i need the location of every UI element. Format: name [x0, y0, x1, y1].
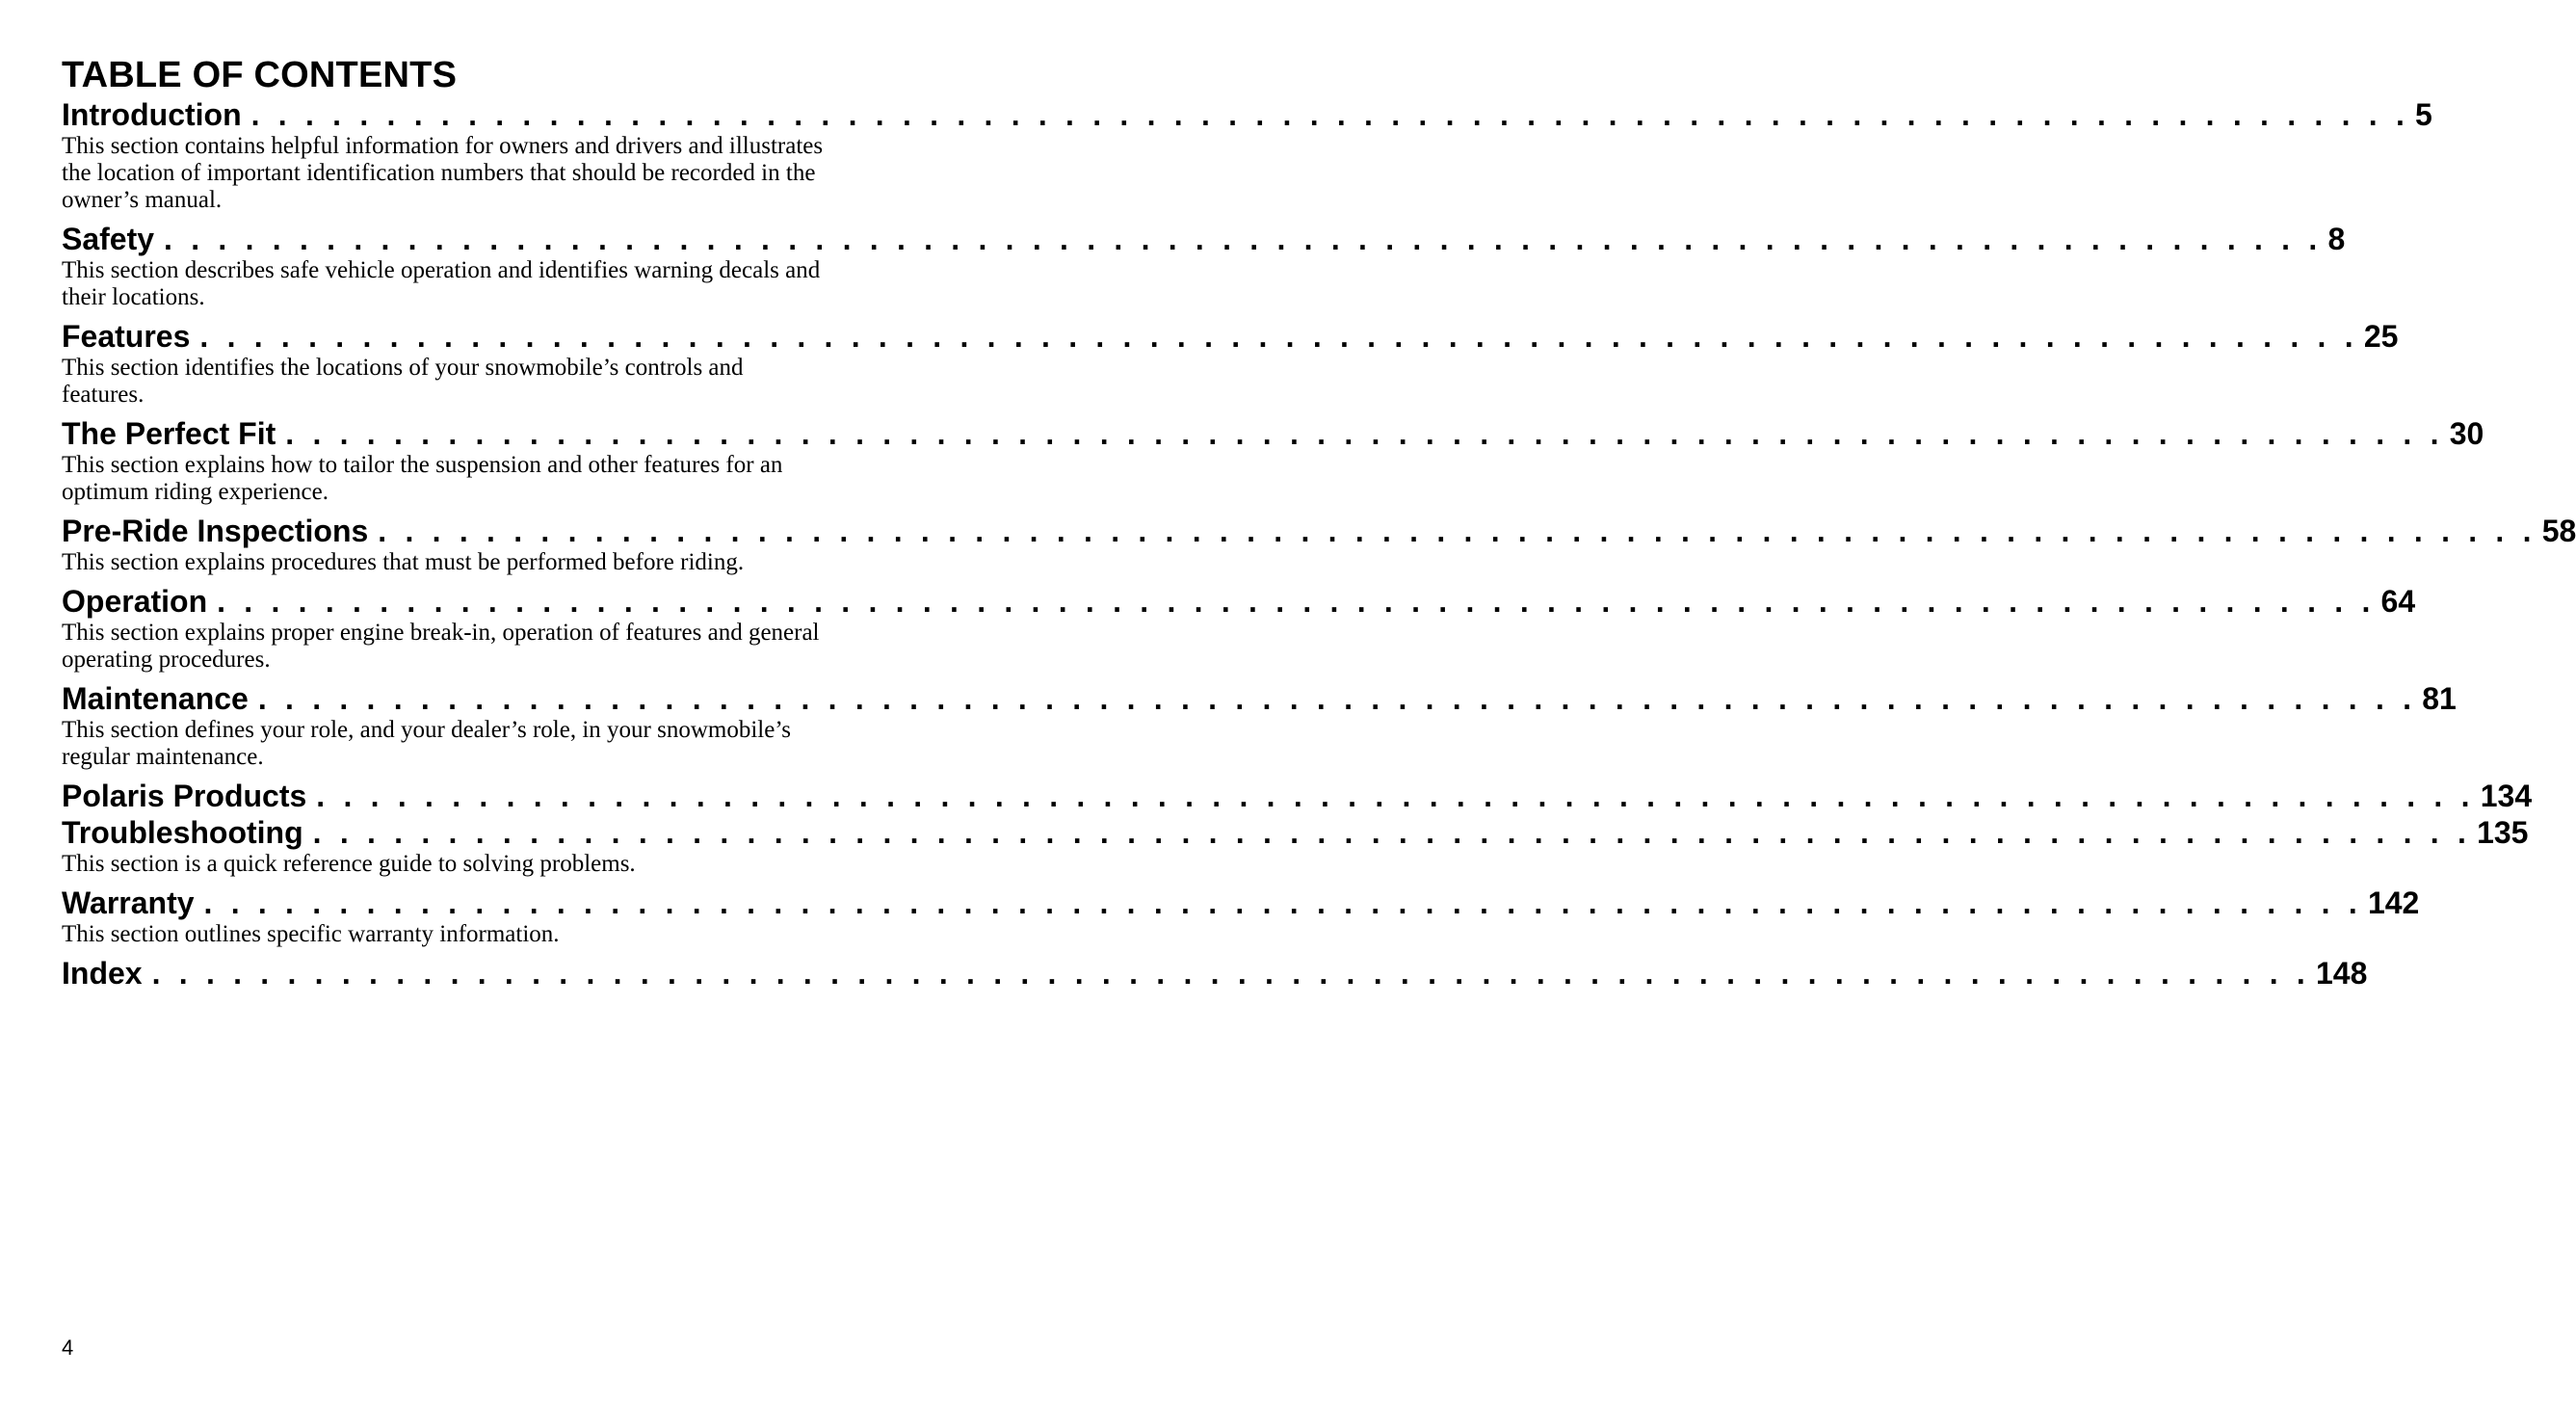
dot-leader: . . . . . . . . . . . . . . . . . . . . . . . . . . . . . . . . . . . . . . . . . . . . . . . . . . . . . . . . . . . . . . . . . . . . . . . . . . . . . . . . — [164, 222, 2323, 256]
toc-entry — [62, 778, 2533, 814]
dot-leader: . . . . . . . . . . . . . . . . . . . . . . . . . . . . . . . . . . . . . . . . . . . . . . . . . . . . . . . . . . . . . . . . . . . . . . . . . . . . . . . . — [257, 681, 2417, 716]
toc-entry-line[interactable] — [62, 680, 2457, 717]
toc-entry-line[interactable] — [62, 318, 2399, 355]
toc-entry-page: 25 — [2363, 319, 2399, 354]
toc-entry-description: This section describes safe vehicle operation and identifies warning decals and their locations. — [62, 257, 821, 310]
toc-page — [62, 54, 2576, 991]
toc-entry-description: This section explains proper engine break-in, operation of features and general operating procedures. — [62, 620, 820, 673]
toc-entry-line[interactable] — [62, 955, 2368, 991]
toc-entry-page: 148 — [2316, 956, 2368, 991]
toc-entry — [62, 318, 2399, 409]
toc-entry-line[interactable] — [62, 415, 2484, 452]
toc-entry — [62, 96, 2432, 214]
toc-entry-line[interactable] — [62, 778, 2533, 814]
page-title: TABLE OF CONTENTS — [62, 55, 458, 95]
toc-entry-page: 64 — [2380, 584, 2416, 619]
toc-entry-label: Safety — [62, 222, 155, 256]
toc-entry-line[interactable] — [62, 96, 2432, 133]
dot-leader: . . . . . . . . . . . . . . . . . . . . . . . . . . . . . . . . . . . . . . . . . . . . . . . . . . . . . . . . . . . . . . . . . . . . . . . . . . . . . . . . — [250, 97, 2410, 132]
dot-leader: . . . . . . . . . . . . . . . . . . . . . . . . . . . . . . . . . . . . . . . . . . . . . . . . . . . . . . . . . . . . . . . . . . . . . . . . . . . . . . . . — [151, 956, 2310, 991]
dot-leader: . . . . . . . . . . . . . . . . . . . . . . . . . . . . . . . . . . . . . . . . . . . . . . . . . . . . . . . . . . . . . . . . . . . . . . . . . . . . . . . . — [217, 584, 2376, 619]
toc-entry-label: Operation — [62, 584, 208, 619]
toc-entry-page: 8 — [2327, 222, 2346, 256]
toc-entry-description: This section explains procedures that must be performed before riding. — [62, 549, 745, 575]
toc-entry-line[interactable] — [62, 885, 2420, 921]
toc-entry — [62, 680, 2457, 771]
toc-entry-label: Maintenance — [62, 681, 249, 716]
dot-leader: . . . . . . . . . . . . . . . . . . . . . . . . . . . . . . . . . . . . . . . . . . . . . . . . . . . . . . . . . . . . . . . . . . . . . . . . . . . . . . . . — [199, 319, 2358, 354]
toc-entry-label: Warranty — [62, 886, 195, 920]
dot-leader: . . . . . . . . . . . . . . . . . . . . . . . . . . . . . . . . . . . . . . . . . . . . . . . . . . . . . . . . . . . . . . . . . . . . . . . . . . . . . . . . — [378, 514, 2537, 548]
toc-entry-page: 58 — [2541, 514, 2576, 548]
toc-entry-label: Troubleshooting — [62, 815, 303, 850]
toc-entry-label: Index — [62, 956, 143, 991]
dot-leader: . . . . . . . . . . . . . . . . . . . . . . . . . . . . . . . . . . . . . . . . . . . . . . . . . . . . . . . . . . . . . . . . . . . . . . . . . . . . . . . . — [316, 779, 2475, 813]
dot-leader: . . . . . . . . . . . . . . . . . . . . . . . . . . . . . . . . . . . . . . . . . . . . . . . . . . . . . . . . . . . . . . . . . . . . . . . . . . . . . . . . — [203, 886, 2362, 920]
toc-entry-label: Pre-Ride Inspections — [62, 514, 369, 548]
toc-entry-line[interactable] — [62, 513, 2576, 549]
toc-entry-page: 135 — [2477, 815, 2529, 850]
toc-entry-description: This section contains helpful information for owners and drivers and illustrates the location of important identification numbers that should be recorded in the owner’s manual. — [62, 133, 824, 213]
toc-list — [62, 96, 2576, 991]
toc-entry — [62, 513, 2576, 576]
dot-leader: . . . . . . . . . . . . . . . . . . . . . . . . . . . . . . . . . . . . . . . . . . . . . . . . . . . . . . . . . . . . . . . . . . . . . . . . . . . . . . . . — [285, 416, 2444, 451]
toc-entry-line[interactable] — [62, 583, 2416, 620]
toc-entry — [62, 415, 2484, 506]
toc-entry-page: 30 — [2449, 416, 2484, 451]
toc-entry-description: This section identifies the locations of your snowmobile’s controls and features. — [62, 355, 744, 408]
toc-entry-page: 81 — [2422, 681, 2457, 716]
page-number: 4 — [62, 1335, 74, 1360]
dot-leader: . . . . . . . . . . . . . . . . . . . . . . . . . . . . . . . . . . . . . . . . . . . . . . . . . . . . . . . . . . . . . . . . . . . . . . . . . . . . . . . . — [312, 815, 2472, 850]
toc-entry — [62, 955, 2368, 991]
toc-entry-description: This section defines your role, and your dealer’s role, in your snowmobile’s regular maintenance. — [62, 717, 792, 770]
toc-entry — [62, 885, 2420, 948]
toc-entry-label: Polaris Products — [62, 779, 307, 813]
toc-entry-line[interactable] — [62, 814, 2529, 851]
toc-entry — [62, 583, 2416, 674]
toc-entry-page: 142 — [2367, 886, 2420, 920]
toc-entry-description: This section is a quick reference guide to solving problems. — [62, 851, 636, 877]
toc-entry-line[interactable] — [62, 221, 2346, 257]
toc-entry-label: Introduction — [62, 97, 242, 132]
toc-entry-page: 5 — [2415, 97, 2432, 132]
toc-entry-description: This section explains how to tailor the suspension and other features for an optimum riding experience. — [62, 452, 783, 505]
toc-entry — [62, 221, 2346, 311]
toc-entry-page: 134 — [2480, 779, 2533, 813]
toc-entry-description: This section outlines specific warranty information. — [62, 921, 560, 947]
toc-entry-label: Features — [62, 319, 191, 354]
toc-entry — [62, 814, 2529, 878]
toc-entry-label: The Perfect Fit — [62, 416, 276, 451]
